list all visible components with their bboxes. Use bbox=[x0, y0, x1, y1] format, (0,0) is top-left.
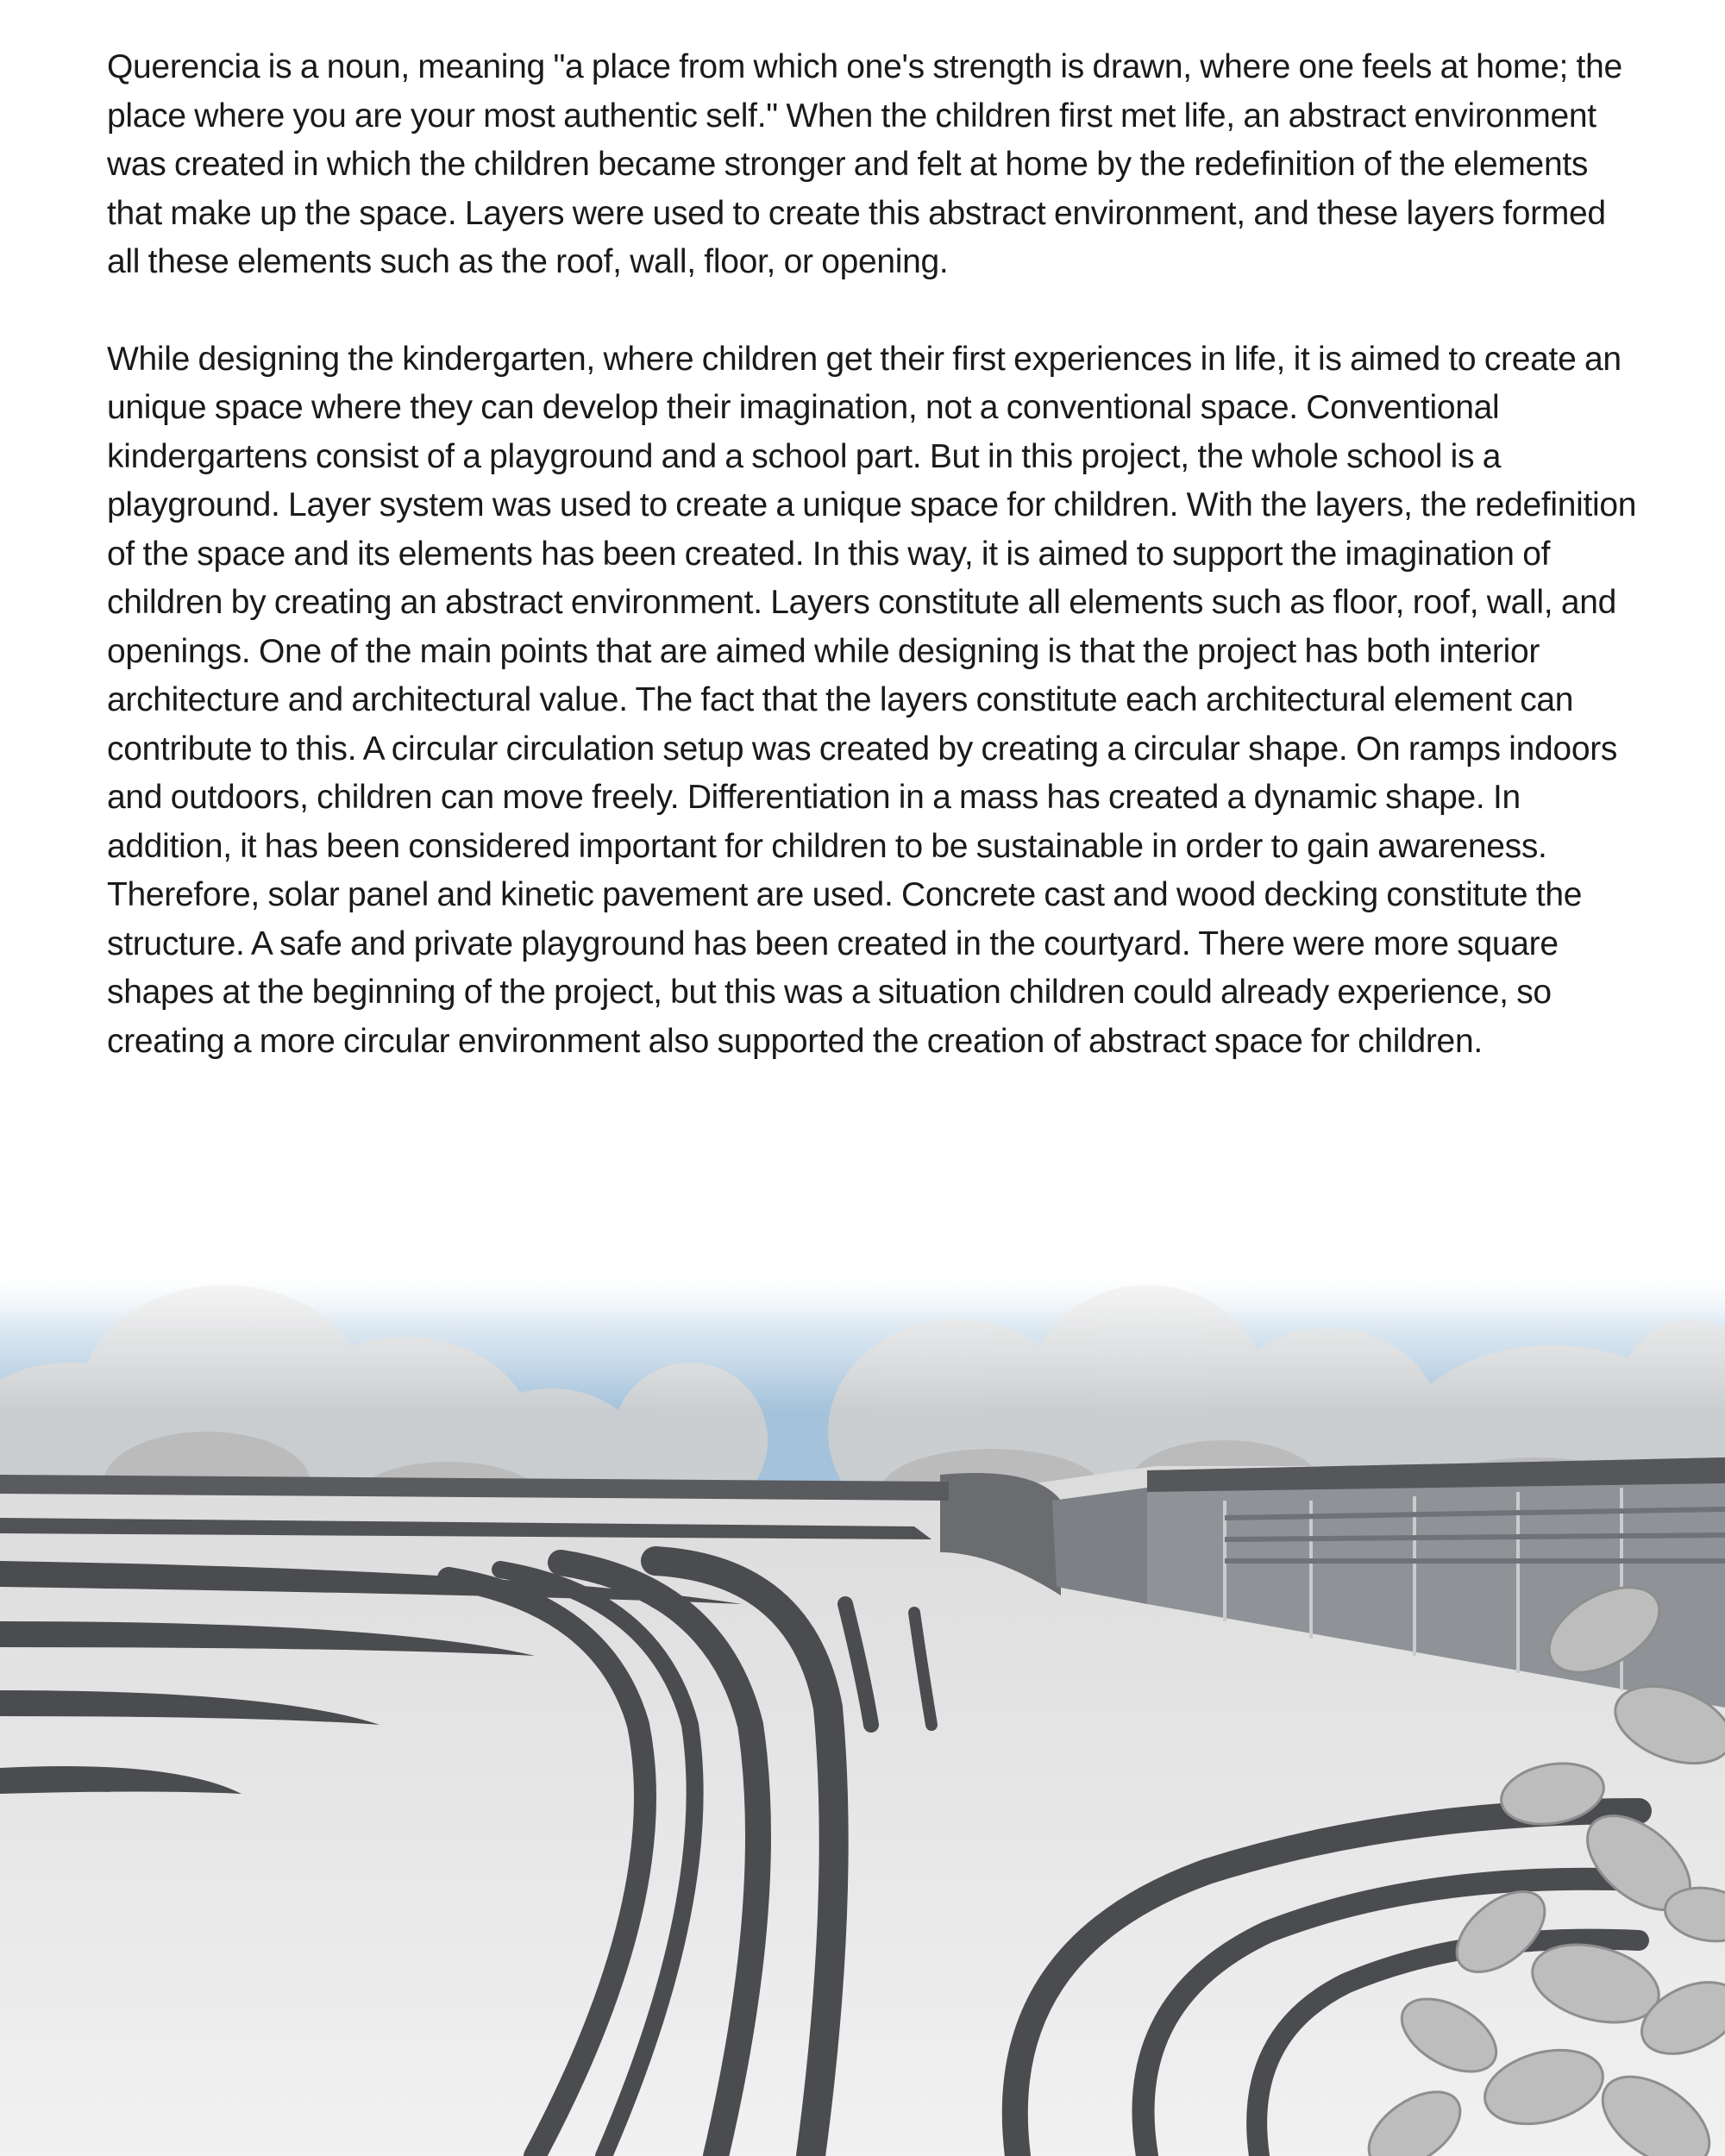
fade-overlay bbox=[0, 1242, 1725, 1414]
paragraph-intro: Querencia is a noun, meaning "a place from which one's strength is drawn, where one feels at home; the place where you are your most authentic self." When the children first met life, an abstract environment was created in which the children became stronger and felt at home by the redefinition of the elements that make up the space. Layers were used to create this abstract environment, and these layers formed all these elements such as the roof, wall, floor, or opening. bbox=[107, 48, 1622, 280]
architectural-rendering bbox=[0, 1242, 1725, 2156]
entrance-glass bbox=[1052, 1488, 1147, 1604]
courtyard-render-image bbox=[0, 1242, 1725, 2156]
body-text bbox=[107, 43, 1642, 1066]
paragraph-design: While designing the kindergarten, where children get their first experiences in life, it is aimed to create an unique space where they can develop their imagination, not a conventional space. Conventional kindergartens consist of a playground and a school part. But in this project, the whole school is a playground. Layer system was used to create a unique space for children. With the layers, the redefinition of the space and its elements has been created. In this way, it is aimed to support the imagination of children by creating an abstract environment. Layers constitute all elements such as floor, roof, wall, and openings. One of the main points that are aimed while designing is that the project has both interior architecture and architectural value. The fact that the layers constitute each architectural element can contribute to this. A circular circulation setup was created by creating a circular shape. On ramps indoors and outdoors, children can move freely. Differentiation in a mass has created a dynamic shape. In addition, it has been considered important for children to be sustainable in order to gain awareness. Therefore, solar panel and kinetic pavement are used. Concrete cast and wood decking constitute the structure. A safe and private playground has been created in the courtyard. There were more square shapes at the beginning of the project, but this was a situation children could already experience, so creating a more circular environment also supported the creation of abstract space for children. bbox=[107, 340, 1637, 1060]
